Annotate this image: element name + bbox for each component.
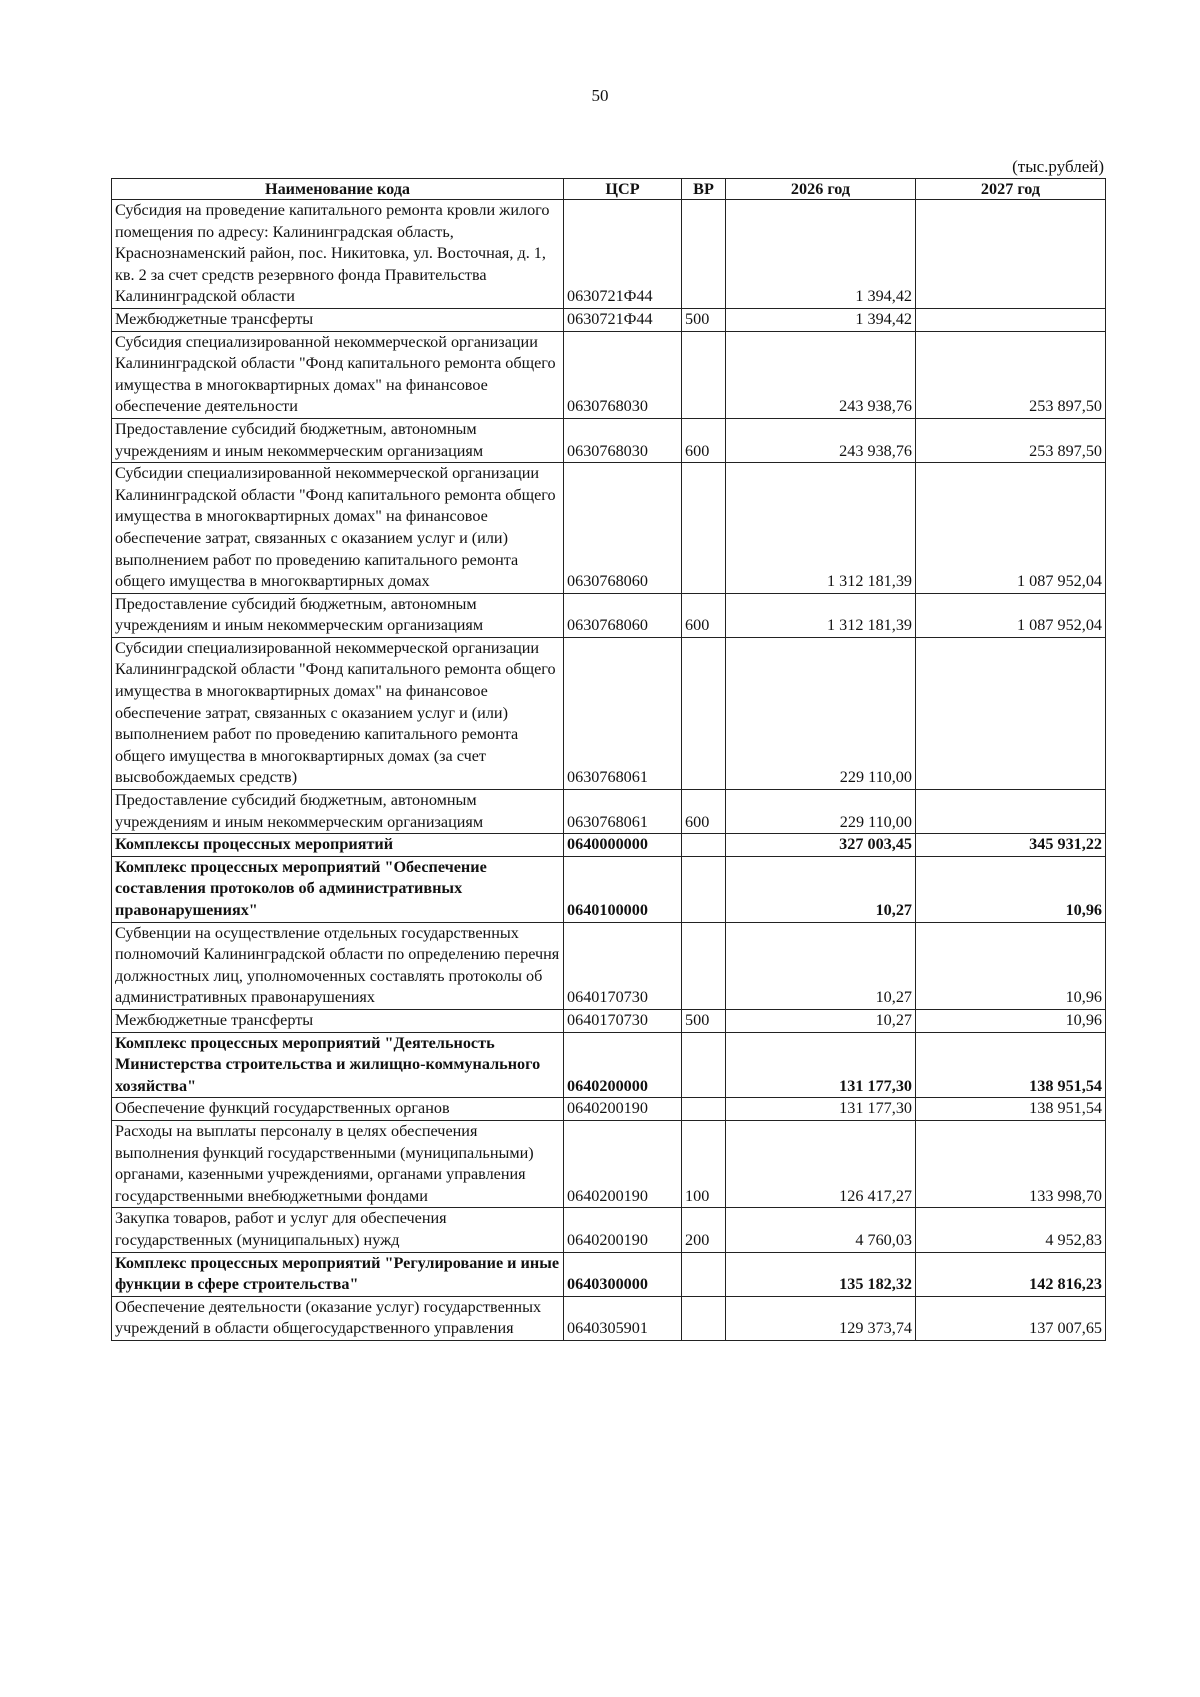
cell-csr: 0630768061	[564, 637, 682, 789]
cell-csr: 0640305901	[564, 1296, 682, 1340]
cell-vr: 600	[682, 790, 726, 834]
cell-2026: 126 417,27	[726, 1120, 916, 1207]
cell-2027: 10,96	[916, 856, 1106, 922]
table-row	[112, 308, 1106, 331]
table-row	[112, 331, 1106, 418]
cell-2027	[916, 637, 1106, 789]
cell-name: Комплекс процессных мероприятий "Обеспечение составления протоколов об административных правонарушениях"	[112, 856, 564, 922]
cell-csr: 0630721Ф44	[564, 200, 682, 309]
cell-2027: 253 897,50	[916, 418, 1106, 462]
cell-csr: 0640300000	[564, 1252, 682, 1296]
cell-name: Комплексы процессных мероприятий	[112, 834, 564, 857]
cell-2026: 229 110,00	[726, 790, 916, 834]
budget-table	[111, 178, 1106, 1341]
header-name: Наименование кода	[112, 179, 564, 200]
table-row	[112, 637, 1106, 789]
table-row	[112, 1098, 1106, 1121]
cell-vr	[682, 331, 726, 418]
cell-2027: 138 951,54	[916, 1032, 1106, 1098]
cell-2026: 135 182,32	[726, 1252, 916, 1296]
table-header-row	[112, 179, 1106, 200]
cell-csr: 0630768061	[564, 790, 682, 834]
cell-2027: 137 007,65	[916, 1296, 1106, 1340]
table-row	[112, 1032, 1106, 1098]
cell-name: Расходы на выплаты персоналу в целях обеспечения выполнения функций государственными (муниципальными) органами, казенными учреждениями, органами управления государственными внебюджетными фондами	[112, 1120, 564, 1207]
cell-2027	[916, 200, 1106, 309]
cell-name: Межбюджетные трансферты	[112, 308, 564, 331]
cell-name: Обеспечение деятельности (оказание услуг) государственных учреждений в области общегосударственного управления	[112, 1296, 564, 1340]
cell-name: Межбюджетные трансферты	[112, 1009, 564, 1032]
cell-2026: 10,27	[726, 856, 916, 922]
cell-2027: 138 951,54	[916, 1098, 1106, 1121]
cell-csr: 0630721Ф44	[564, 308, 682, 331]
header-csr: ЦСР	[564, 179, 682, 200]
cell-csr: 0640100000	[564, 856, 682, 922]
cell-csr: 0640200190	[564, 1120, 682, 1207]
cell-name: Комплекс процессных мероприятий "Регулирование и иные функции в сфере строительства"	[112, 1252, 564, 1296]
header-vr: ВР	[682, 179, 726, 200]
cell-csr: 0640200000	[564, 1032, 682, 1098]
table-row	[112, 1120, 1106, 1207]
cell-2026: 131 177,30	[726, 1098, 916, 1121]
page-number: 50	[591, 86, 609, 105]
cell-vr	[682, 200, 726, 309]
cell-csr: 0630768030	[564, 418, 682, 462]
table-row	[112, 200, 1106, 309]
cell-2027: 1 087 952,04	[916, 463, 1106, 594]
cell-name: Комплекс процессных мероприятий "Деятельность Министерства строительства и жилищно-коммунального хозяйства"	[112, 1032, 564, 1098]
cell-vr: 100	[682, 1120, 726, 1207]
cell-csr: 0630768060	[564, 593, 682, 637]
cell-vr: 200	[682, 1208, 726, 1252]
cell-2026: 243 938,76	[726, 331, 916, 418]
cell-2026: 229 110,00	[726, 637, 916, 789]
cell-name: Субсидия на проведение капитального ремонта кровли жилого помещения по адресу: Калининградская область, Краснознаменский район, пос. Никитовка, ул. Восточная, д. 1, кв. 2 за счет средств резервного фонда Правительства Калининградской области	[112, 200, 564, 309]
cell-vr	[682, 834, 726, 857]
cell-vr: 600	[682, 593, 726, 637]
cell-2026: 129 373,74	[726, 1296, 916, 1340]
cell-name: Субсидии специализированной некоммерческой организации Калининградской области "Фонд капитального ремонта общего имущества в многоквартирных домах" на финансовое обеспечение затрат, связанных с оказанием услуг и (или) выполнением работ по проведению капитального ремонта общего имущества в многоквартирных домах	[112, 463, 564, 594]
cell-2027	[916, 308, 1106, 331]
cell-csr: 0640200190	[564, 1098, 682, 1121]
cell-2026: 327 003,45	[726, 834, 916, 857]
table-row	[112, 856, 1106, 922]
cell-vr: 500	[682, 308, 726, 331]
cell-vr	[682, 922, 726, 1009]
table-body	[112, 200, 1106, 1341]
table-row	[112, 834, 1106, 857]
cell-name: Предоставление субсидий бюджетным, автономным учреждениям и иным некоммерческим организациям	[112, 593, 564, 637]
cell-csr: 0640170730	[564, 1009, 682, 1032]
cell-csr: 0630768060	[564, 463, 682, 594]
cell-2026: 4 760,03	[726, 1208, 916, 1252]
cell-vr	[682, 637, 726, 789]
cell-2027: 4 952,83	[916, 1208, 1106, 1252]
table-row	[112, 463, 1106, 594]
header-2027: 2027 год	[916, 179, 1106, 200]
cell-vr: 500	[682, 1009, 726, 1032]
cell-2027: 10,96	[916, 1009, 1106, 1032]
header-2026: 2026 год	[726, 179, 916, 200]
cell-vr	[682, 1098, 726, 1121]
cell-name: Обеспечение функций государственных органов	[112, 1098, 564, 1121]
cell-csr: 0630768030	[564, 331, 682, 418]
cell-name: Субсидия специализированной некоммерческой организации Калининградской области "Фонд капитального ремонта общего имущества в многоквартирных домах" на финансовое обеспечение деятельности	[112, 331, 564, 418]
cell-name: Субсидии специализированной некоммерческой организации Калининградской области "Фонд капитального ремонта общего имущества в многоквартирных домах" на финансовое обеспечение затрат, связанных с оказанием услуг и (или) выполнением работ по проведению капитального ремонта общего имущества в многоквартирных домах (за счет высвобождаемых средств)	[112, 637, 564, 789]
table-row	[112, 790, 1106, 834]
units-label: (тыс.рублей)	[1012, 157, 1104, 176]
cell-2026: 10,27	[726, 922, 916, 1009]
table-row	[112, 1208, 1106, 1252]
cell-2026: 10,27	[726, 1009, 916, 1032]
table-row	[112, 1252, 1106, 1296]
table-row	[112, 1009, 1106, 1032]
table-row	[112, 922, 1106, 1009]
cell-vr	[682, 463, 726, 594]
cell-2026: 243 938,76	[726, 418, 916, 462]
cell-2027: 1 087 952,04	[916, 593, 1106, 637]
cell-2027: 142 816,23	[916, 1252, 1106, 1296]
cell-2027: 345 931,22	[916, 834, 1106, 857]
cell-vr: 600	[682, 418, 726, 462]
cell-2026: 131 177,30	[726, 1032, 916, 1098]
table-row	[112, 1296, 1106, 1340]
cell-2027: 133 998,70	[916, 1120, 1106, 1207]
cell-vr	[682, 1032, 726, 1098]
cell-name: Субвенции на осуществление отдельных государственных полномочий Калининградской области по определению перечня должностных лиц, уполномоченных составлять протоколы об административных правонарушениях	[112, 922, 564, 1009]
cell-name: Закупка товаров, работ и услуг для обеспечения государственных (муниципальных) нужд	[112, 1208, 564, 1252]
table-row	[112, 418, 1106, 462]
cell-name: Предоставление субсидий бюджетным, автономным учреждениям и иным некоммерческим организациям	[112, 790, 564, 834]
cell-2027: 253 897,50	[916, 331, 1106, 418]
cell-csr: 0640000000	[564, 834, 682, 857]
cell-2026: 1 394,42	[726, 200, 916, 309]
cell-2026: 1 394,42	[726, 308, 916, 331]
table-row	[112, 593, 1106, 637]
cell-2027	[916, 790, 1106, 834]
cell-vr	[682, 856, 726, 922]
cell-2026: 1 312 181,39	[726, 463, 916, 594]
cell-vr	[682, 1296, 726, 1340]
cell-csr: 0640170730	[564, 922, 682, 1009]
cell-csr: 0640200190	[564, 1208, 682, 1252]
cell-name: Предоставление субсидий бюджетным, автономным учреждениям и иным некоммерческим организациям	[112, 418, 564, 462]
cell-2026: 1 312 181,39	[726, 593, 916, 637]
cell-vr	[682, 1252, 726, 1296]
cell-2027: 10,96	[916, 922, 1106, 1009]
